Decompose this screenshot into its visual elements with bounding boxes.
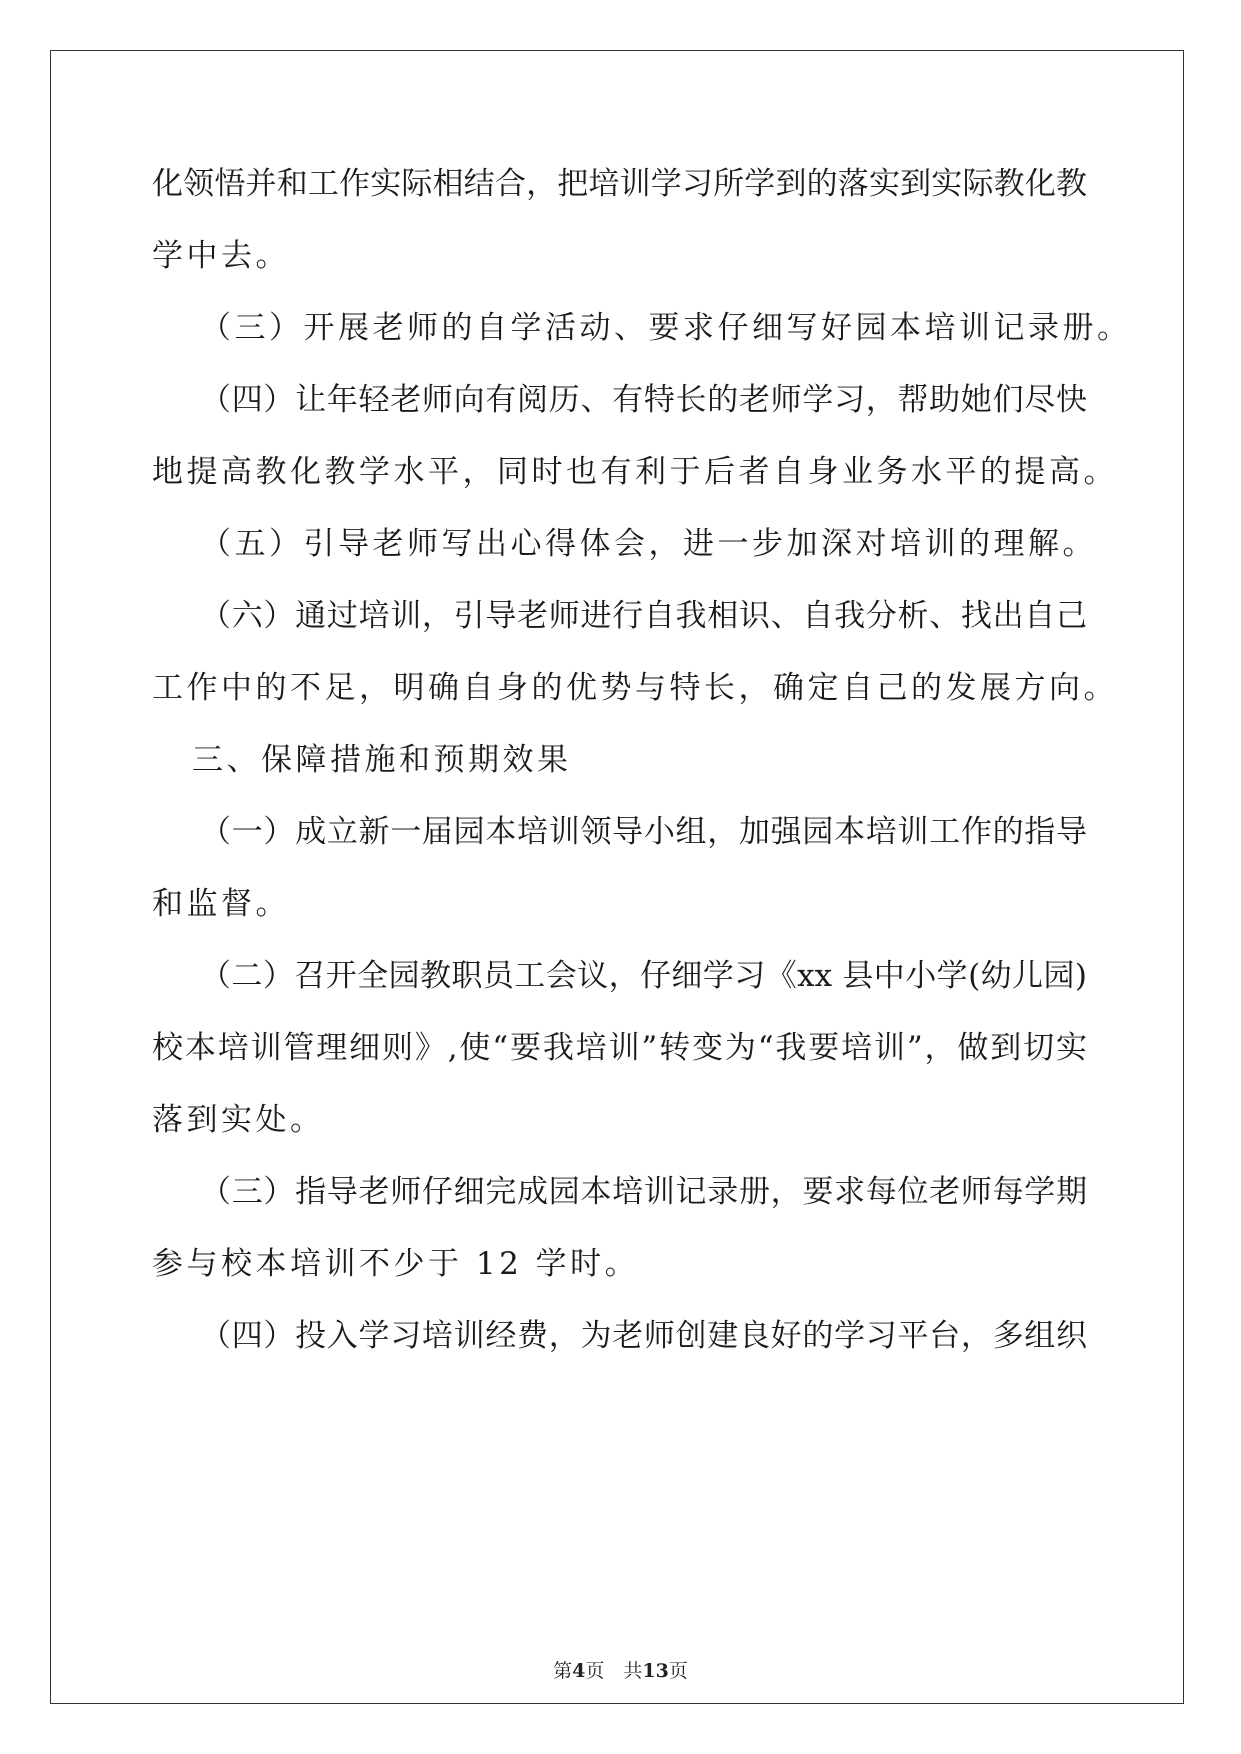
page-footer: [0, 1656, 1241, 1683]
section-heading: 三、保障措施和预期效果: [192, 742, 572, 778]
text-line: 落到实处。: [152, 1102, 325, 1138]
text-line: （六）通过培训，引导老师进行自我相识、自我分析、找出自己: [200, 598, 1087, 634]
text-line: （四）投入学习培训经费，为老师创建良好的学习平台，多组织: [200, 1318, 1087, 1354]
text-line: （四）让年轻老师向有阅历、有特长的老师学习，帮助她们尽快: [200, 382, 1087, 418]
text-line: 地提高教化教学水平，同时也有利于后者自身业务水平的提高。: [152, 454, 1118, 490]
text-line: （一）成立新一届园本培训领导小组，加强园本培训工作的指导: [200, 814, 1087, 850]
text-line: 校本培训管理细则》,使“要我培训”转变为“我要培训”，做到切实: [152, 1030, 1087, 1066]
text-line: 学中去。: [152, 238, 290, 274]
page-mid: 页 共: [585, 1660, 643, 1682]
text-line: （五）引导老师写出心得体会，进一步加深对培训的理解。: [200, 526, 1097, 562]
page-suffix: 页: [668, 1660, 688, 1682]
page-prefix: 第: [553, 1660, 573, 1682]
text-line: 和监督。: [152, 886, 290, 922]
page-border: [50, 50, 1184, 1704]
total-page-number: 13: [642, 1660, 669, 1682]
text-line: 参与校本培训不少于 12 学时。: [152, 1246, 640, 1282]
text-line: （三）指导老师仔细完成园本培训记录册，要求每位老师每学期: [200, 1174, 1087, 1210]
text-line: 化领悟并和工作实际相结合，把培训学习所学到的落实到实际教化教: [152, 166, 1087, 202]
text-line: （二）召开全园教职员工会议，仔细学习《xx 县中小学(幼儿园): [200, 958, 1087, 994]
text-line: （三）开展老师的自学活动、要求仔细写好园本培训记录册。: [200, 310, 1132, 346]
text-line: 工作中的不足，明确自身的优势与特长，确定自己的发展方向。: [152, 670, 1118, 706]
current-page-number: 4: [572, 1660, 586, 1682]
